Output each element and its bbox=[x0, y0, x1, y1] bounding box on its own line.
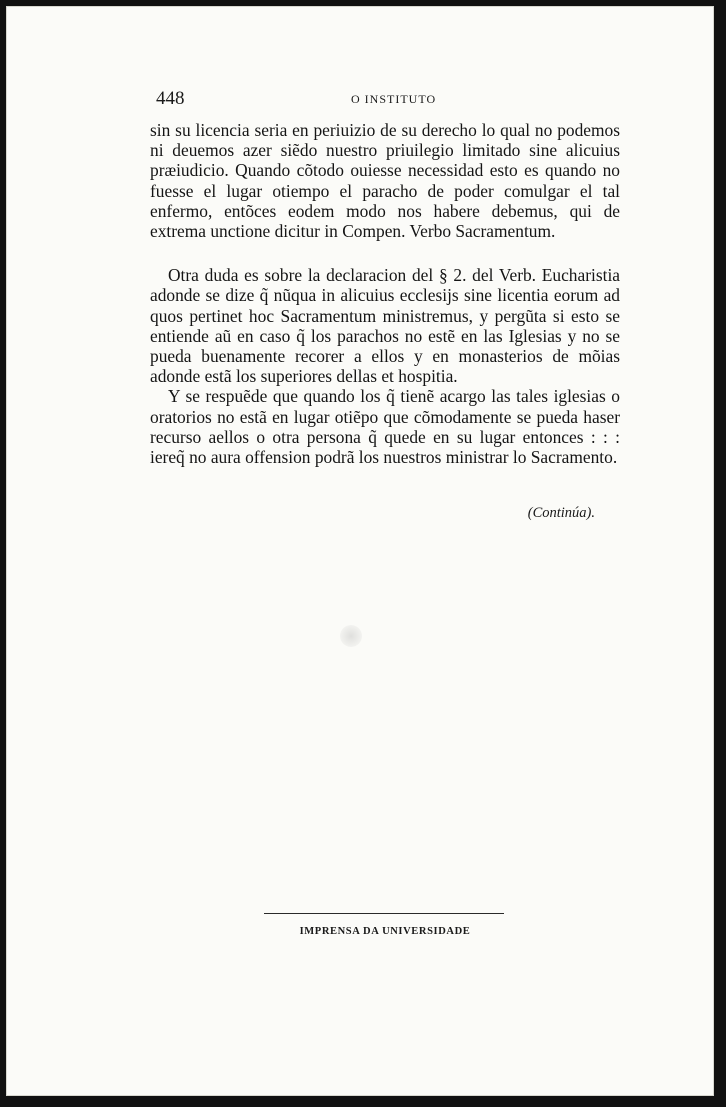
page-number: 448 bbox=[156, 88, 185, 109]
footer-rule bbox=[264, 913, 504, 914]
paragraph-2: Otra duda es sobre la declaracion del § 2. del Verb. Eucharistia adonde se dize q̃ nũqua in alicuius ecclesijs sine licentia eorum ad quos pertinet hoc Sacramentum ministremus, y pergũta si esto se entiende aũ en caso q̃ los parachos no estẽ en las Iglesias y no se pueda buenamente recorer a ellos y en monasterios de mõias adonde estã los superiores dellas et hospitia. bbox=[150, 265, 620, 387]
paragraph-1: sin su licencia seria en periuizio de su derecho lo qual no podemos ni deuemos azer siẽdo nuestro priuilegio limitado sine alicuius præiudicio. Quando cõtodo ouiesse necessidad esto es quando no fuesse el lugar otiempo el paracho de poder comulgar el tal enfermo, entõces eodem modo nos habere debemus, qui de extrema unctione dicitur in Compen. Verbo Sacramentum. bbox=[150, 120, 620, 242]
imprint-line: IMPRENSA DA UNIVERSIDADE bbox=[299, 926, 471, 937]
running-title: O INSTITUTO bbox=[351, 92, 437, 106]
body-text bbox=[150, 120, 620, 467]
continuation-note: (Continúa). bbox=[527, 505, 595, 521]
page-header bbox=[156, 88, 626, 112]
ink-smudge bbox=[340, 625, 362, 647]
paragraph-3: Y se respuẽde que quando los q̃ tienẽ acargo las tales iglesias o oratorios no estã en lugar otiẽpo que cõmodamente se pueda haser recurso aellos o otra persona q̃ quede en su lugar entonces : : : iereq̃ no aura offension podrã los nuestros ministrar lo Sacramento. bbox=[150, 386, 620, 468]
